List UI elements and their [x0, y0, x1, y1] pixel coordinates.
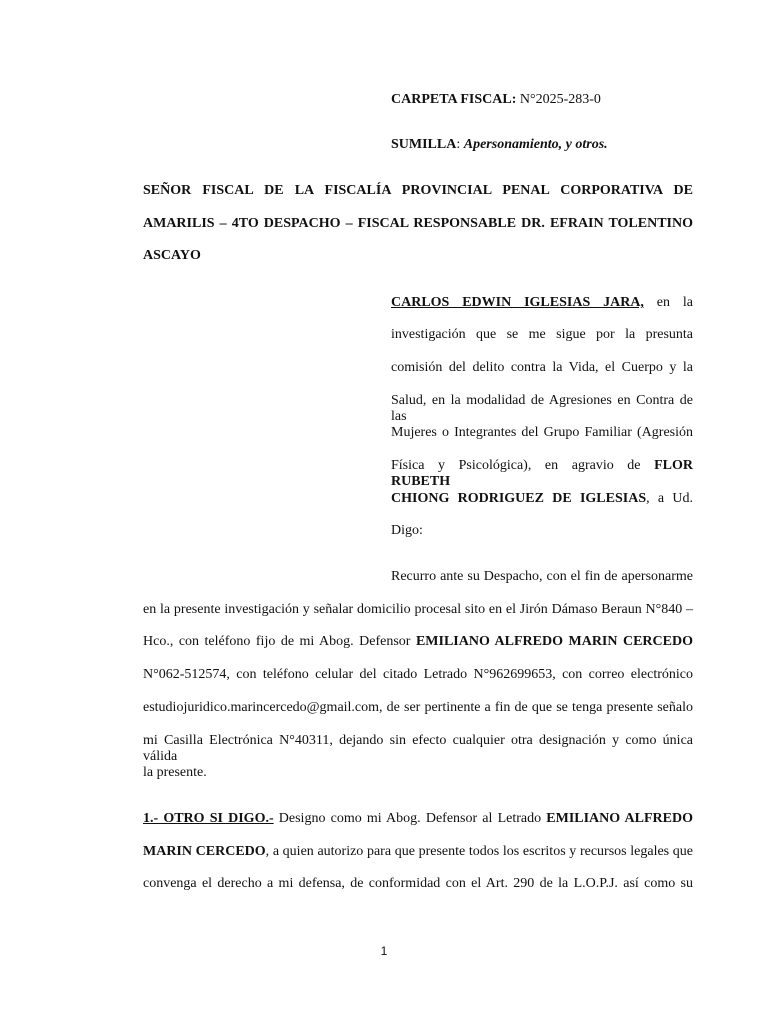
sumilla-label: SUMILLA [391, 137, 457, 152]
otrosi-defender-name-part-1: EMILIANO ALFREDO [546, 811, 694, 826]
body-line-6: mi Casilla Electrónica N°40311, dejando sin efecto cualquier otra designación y como única válida [143, 733, 693, 764]
intro-line-3: comisión del delito contra la Vida, el Cuerpo y la [391, 360, 693, 375]
intro-line-4: Salud, en la modalidad de Agresiones en Contra de las [391, 393, 693, 424]
otrosi-label: 1.- OTRO SI DIGO.- [143, 811, 274, 826]
carpeta-fiscal-line [391, 92, 601, 108]
addressee-line-3: ASCAYO [143, 248, 201, 263]
defender-name: EMILIANO ALFREDO MARIN CERCEDO [415, 634, 693, 649]
intro-line-2: investigación que se me sigue por la presunta [391, 327, 693, 342]
body-line-7: la presente. [143, 765, 207, 780]
body-line-2: en la presente investigación y señalar domicilio procesal sito en el Jirón Dámaso Beraun N°840 – [143, 602, 693, 617]
otrosi-line-1-text: Designo como mi Abog. Defensor al Letrado [273, 811, 547, 826]
body-line-4: N°062-512574, con teléfono celular del citado Letrado N°962699653, con correo electrónico [143, 667, 693, 682]
otrosi-line-2-text: , a quien autorizo para que presente todos los escritos y recursos legales que [265, 844, 693, 859]
sumilla-value: Apersonamiento, y otros. [463, 137, 608, 152]
otrosi-defender-name-part-2: MARIN CERCEDO [143, 844, 266, 859]
body-line-1: Recurro ante su Despacho, con el fin de apersonarme [391, 569, 693, 584]
otrosi-line-3: convenga el derecho a mi defensa, de conformidad con el Art. 290 de la L.O.P.J. así como su [143, 876, 693, 891]
intro-line-8: Digo: [391, 523, 423, 538]
page-number: 1 [380, 944, 388, 958]
otrosi-line-2 [143, 844, 693, 860]
sumilla-line [391, 137, 608, 153]
body-line-5: estudiojuridico.marincercedo@gmail.com, de ser pertinente a fin de que se tenga presente señalo [143, 700, 693, 715]
intro-line-6-text: Física y Psicológica), en agravio de [391, 458, 655, 473]
addressee-line-1: SEÑOR FISCAL DE LA FISCALÍA PROVINCIAL PENAL CORPORATIVA DE [143, 183, 693, 198]
intro-line-1-tail: en la [643, 295, 693, 310]
victim-name-part-1: FLOR RUBETH [391, 458, 693, 489]
carpeta-fiscal-label: CARPETA FISCAL: [391, 92, 517, 107]
victim-name-part-2: CHIONG RODRIGUEZ DE IGLESIAS [391, 491, 647, 506]
sumilla-separator: : [456, 137, 464, 152]
intro-line-6 [391, 458, 693, 490]
carpeta-fiscal-value: N°2025-283-0 [516, 92, 601, 107]
intro-line-7 [391, 491, 693, 507]
otrosi-line-1 [143, 811, 693, 827]
body-line-3-text: Hco., con teléfono fijo de mi Abog. Defensor [143, 634, 416, 649]
petitioner-name: CARLOS EDWIN IGLESIAS JARA, [391, 295, 644, 310]
intro-line-1 [391, 295, 693, 311]
addressee-line-2: AMARILIS – 4TO DESPACHO – FISCAL RESPONSABLE DR. EFRAIN TOLENTINO [143, 216, 693, 231]
body-line-3 [143, 634, 693, 650]
intro-line-5: Mujeres o Integrantes del Grupo Familiar (Agresión [391, 425, 693, 440]
intro-line-7-tail: , a Ud. [646, 491, 694, 506]
